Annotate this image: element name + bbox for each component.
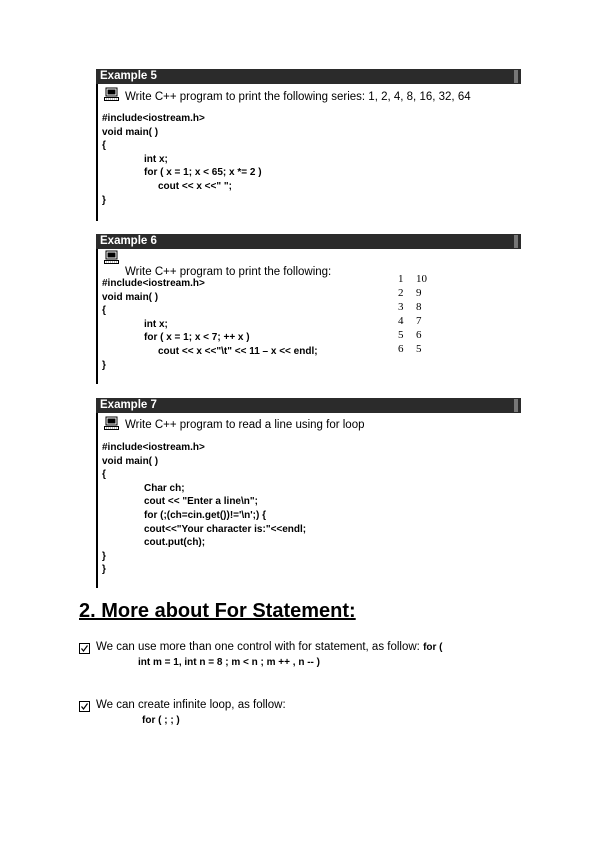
example-6	[96, 234, 521, 384]
output-row	[398, 272, 427, 286]
output-cell: 6	[398, 343, 404, 355]
code-line: }	[102, 194, 106, 206]
example-5	[96, 69, 521, 221]
task-text: Write C++ program to print the following:	[125, 266, 332, 278]
code-line: for ( x = 1; x < 65; x *= 2 )	[144, 167, 262, 179]
code-line: #include<iostream.h>	[102, 278, 205, 289]
code-snippet	[142, 714, 180, 726]
inline-code: int m = 1, int n = 8 ; m < n ; m ++ , n -- )	[138, 657, 320, 668]
left-rule	[96, 84, 98, 221]
code-line: cout << "Enter a line\n";	[144, 496, 258, 508]
code-line: cout << x <<" ";	[158, 180, 232, 192]
output-row	[398, 328, 427, 342]
code-snippet	[138, 656, 320, 668]
output-cell: 4	[398, 315, 404, 327]
code-line: cout << x <<"\t" << 11 – x << endl;	[158, 345, 318, 357]
title-bar-endcap	[514, 235, 518, 248]
inline-code: for (	[423, 642, 443, 653]
bullet-text	[96, 699, 286, 711]
computer-icon	[104, 250, 119, 265]
left-rule	[96, 249, 98, 384]
code-line: {	[102, 140, 106, 152]
inline-code: for ( ; ; )	[142, 715, 180, 726]
output-cell: 1	[398, 273, 404, 285]
code-line: for (;(ch=cin.get())!='\n';) {	[144, 509, 266, 521]
example-title-bar	[96, 398, 521, 413]
output-cell: 5	[416, 343, 422, 355]
output-cell: 10	[416, 273, 427, 285]
code-line: #include<iostream.h>	[102, 442, 205, 453]
output-cell: 9	[416, 287, 422, 299]
code-block	[102, 277, 318, 372]
title-bar-endcap	[514, 399, 518, 412]
output-table	[398, 272, 427, 356]
output-cell: 7	[416, 315, 422, 327]
code-line: }	[102, 564, 106, 576]
output-row	[398, 342, 427, 356]
code-block	[102, 112, 262, 207]
task-text: Write C++ program to read a line using for loop	[125, 419, 365, 431]
output-cell: 2	[398, 287, 404, 299]
code-line: int x;	[144, 318, 168, 330]
left-rule	[96, 413, 98, 588]
example-title-bar	[96, 234, 521, 249]
example-title-bar	[96, 69, 521, 84]
code-line: cout<<"Your character is:"<<endl;	[144, 523, 307, 535]
example-7	[96, 398, 521, 588]
code-line: void main( )	[102, 291, 159, 303]
code-line: }	[102, 550, 106, 562]
code-line: Char ch;	[144, 482, 185, 494]
checkbox-icon	[79, 701, 90, 712]
code-line: {	[102, 469, 106, 481]
code-line: for ( x = 1; x < 7; ++ x )	[144, 332, 250, 344]
output-cell: 8	[416, 301, 422, 313]
code-line: void main( )	[102, 126, 159, 138]
output-row	[398, 314, 427, 328]
code-line: cout.put(ch);	[144, 537, 206, 549]
output-cell: 6	[416, 329, 422, 341]
code-line: int x;	[144, 153, 168, 165]
output-row	[398, 300, 427, 314]
code-line: #include<iostream.h>	[102, 113, 205, 124]
output-row	[398, 286, 427, 300]
output-cell: 3	[398, 301, 404, 313]
example-title: Example 6	[100, 235, 157, 247]
code-line: void main( )	[102, 455, 159, 467]
bullet-text	[96, 641, 443, 653]
task-text: Write C++ program to print the following series: 1, 2, 4, 8, 16, 32, 64	[125, 91, 471, 103]
computer-icon	[104, 87, 119, 102]
bullet-text-body: We can create infinite loop, as follow:	[96, 699, 286, 711]
output-cell: 5	[398, 329, 404, 341]
code-line: {	[102, 305, 106, 317]
example-title: Example 5	[100, 70, 157, 82]
code-block	[102, 441, 306, 577]
checkbox-icon	[79, 643, 90, 654]
code-line: }	[102, 359, 106, 371]
computer-icon	[104, 416, 119, 431]
example-title: Example 7	[100, 399, 157, 411]
bullet-text-body: We can use more than one control with for statement, as follow:	[96, 641, 420, 653]
section-heading: 2. More about For Statement:	[79, 600, 356, 622]
title-bar-endcap	[514, 70, 518, 83]
